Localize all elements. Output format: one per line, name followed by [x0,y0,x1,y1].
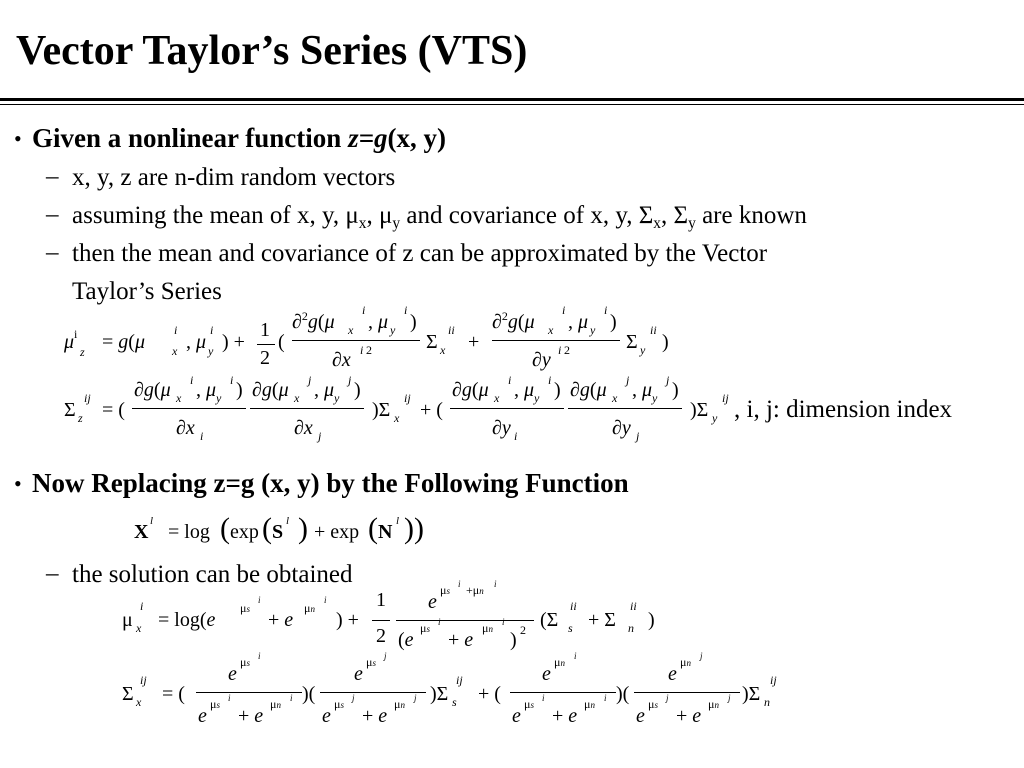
mu-y-sub: y [392,215,401,233]
sub-item-2-c2: , Σ [661,202,689,229]
bullet-1-g: g [373,123,388,153]
equation-cov-x: Σ x ij = ( e μs i e μs i + e μn i )( e μs j e μs j + e μn j )Σ s ij + ( e μn i e μs i + e μn i )( e μn j e μs j + e μn j )Σ n ij [122,651,777,727]
dash-2: – [46,201,59,228]
bullet-1-text [32,125,446,152]
bullet-1-args: (x, y) [387,123,446,153]
equation-mean-z: $\mu^i$ z = g(μ x i , μ y i ) + 1 2 ( ∂$^2$g(μ x i , μ y i ) ∂x i 2 Σ x ii + ∂$^2$g(μ x i , μ y i ) ∂y i 2 Σ y ii ) [64,303,669,371]
sub-item-2-lead: assuming the mean of x, y, μ [72,202,359,229]
sub-item-3-cont: Taylor’s Series [72,278,222,305]
dimension-index-note: , i, j: dimension index [734,396,953,423]
sub-item-2 [72,202,807,233]
bullet-2-text: Now Replacing z=g (x, y) by the Following Function [32,468,629,498]
equation-cov-z: Σ z ij = ( ∂g(μ x i , μ y i ) ∂x i ∂g(μ x j , μ y j ) ∂x j )Σ x ij + ( ∂g(μ x i , μ y i ) ∂y i ∂g(μ x j , μ y j ) ∂y j )Σ y ij [64,373,729,443]
mu-x-sub: x [358,215,367,233]
sub-item-4: the solution can be obtained [72,561,353,588]
bullet-1-z: z= [348,123,374,153]
bullet-dot-1: • [14,126,22,151]
dash-4: – [46,560,59,587]
title-rule-thick [0,98,1024,101]
title-rule-thin [0,104,1024,105]
sub-item-2-end: are known [695,202,807,229]
dash-1: – [46,163,59,190]
slide-title: Vector Taylor’s Series (VTS) [16,28,528,74]
bullet-1-prefix: Given a nonlinear function [32,123,349,153]
equation-mean-x: μ x i = log(e μs i + e μn i ) + 1 2 e μs i +μn i (e μs i + e μn i ) 2 (Σ s ii + Σ n ii ) [122,579,655,651]
equation-log-exp: X l = log ( exp ( S l ) + exp ( N l )) [134,512,424,545]
bullet-dot-2: • [14,471,22,496]
sub-item-1: x, y, z are n-dim random vectors [72,164,396,191]
sigma-x-sub: x [653,215,661,233]
sub-item-2-mid: and covariance of x, y, Σ [400,202,654,229]
sigma-y-sub: y [688,215,696,233]
sub-item-3: then the mean and covariance of z can be approximated by the Vector [72,240,768,267]
sub-item-2-c1: , μ [366,202,393,229]
dash-3: – [46,239,59,266]
